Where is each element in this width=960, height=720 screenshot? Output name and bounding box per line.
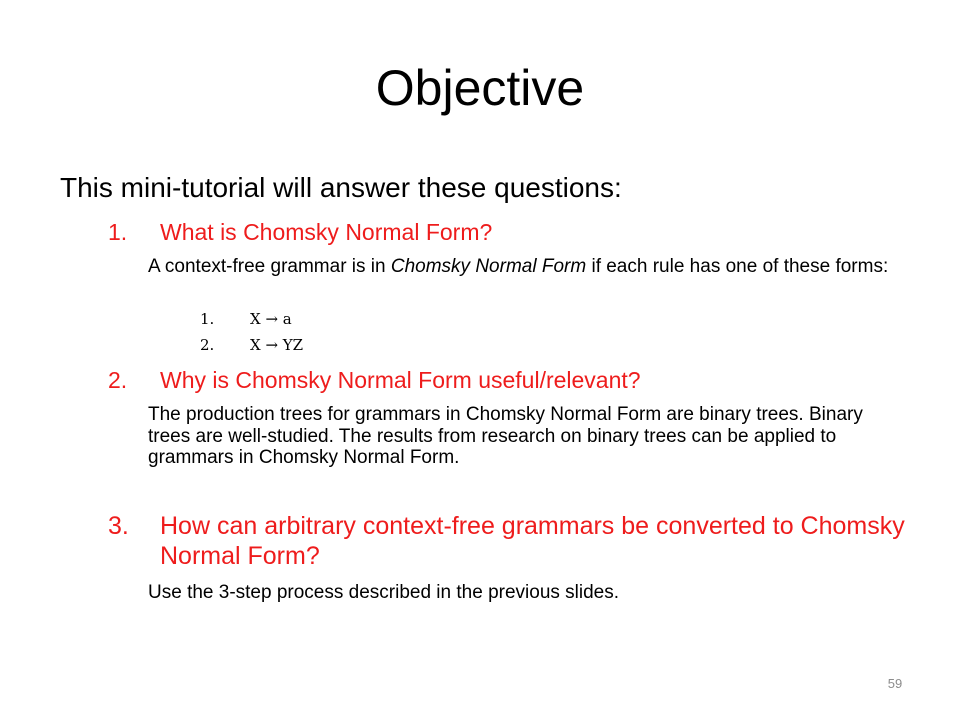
question-number: 1.: [108, 219, 128, 245]
slide-title: Objective: [375, 60, 585, 116]
rule-number: 1.: [200, 310, 215, 328]
intro-text: This mini-tutorial will answer these questions:: [60, 172, 622, 203]
rule-formula: X → YZ: [250, 336, 304, 354]
question-number: 3.: [108, 512, 129, 540]
answer-2: The production trees for grammars in Chomsky Normal Form are binary trees. Binary trees are well-studied. The results from research on binary trees can be applied to grammars in Chomsky Normal Form.: [148, 404, 863, 468]
answer-text: if each rule has one of these forms:: [586, 256, 889, 277]
answer-emphasis: Chomsky Normal Form: [390, 256, 587, 277]
rule-number: 2.: [200, 336, 215, 354]
rule-formula: X → a: [250, 310, 292, 328]
question-number: 2.: [108, 367, 128, 393]
answer-text: A context-free grammar is in: [148, 256, 391, 277]
page-number: 59: [887, 676, 903, 691]
question-text: Why is Chomsky Normal Form useful/relevant?: [160, 367, 641, 393]
answer-3: Use the 3-step process described in the previous slides.: [148, 582, 620, 603]
question-text: What is Chomsky Normal Form?: [160, 219, 493, 245]
question-text: How can arbitrary context-free grammars be converted to Chomsky Normal Form?: [160, 512, 905, 570]
answer-1: [148, 256, 908, 277]
